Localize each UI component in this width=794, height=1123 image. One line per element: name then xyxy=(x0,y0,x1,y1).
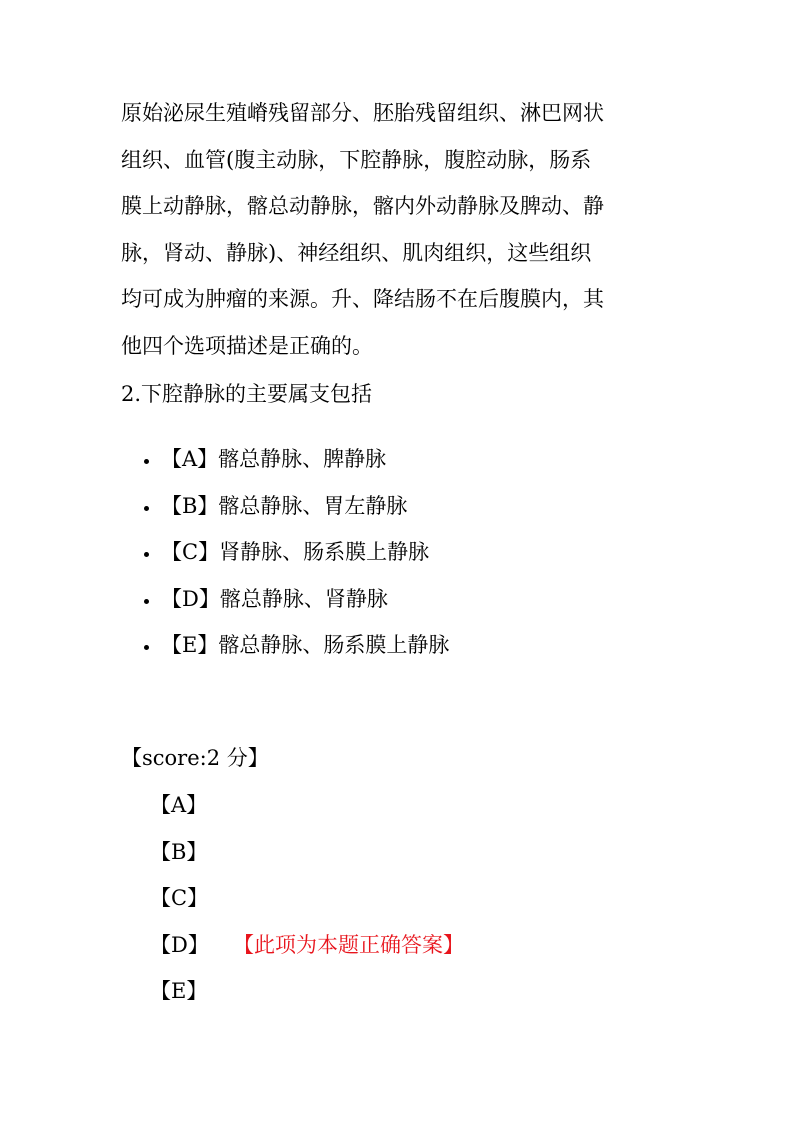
option-b xyxy=(140,483,449,530)
option-label: 【C】肾静脉、肠系膜上静脉 xyxy=(161,540,430,564)
bullet-icon xyxy=(144,645,149,650)
answer-e xyxy=(150,968,209,1015)
explanation-paragraph xyxy=(121,90,681,369)
bullet-icon xyxy=(144,599,149,604)
option-label: 【A】髂总静脉、脾静脉 xyxy=(161,447,387,471)
paragraph-line: 脉，肾动、静脉)、神经组织、肌肉组织，这些组织 xyxy=(121,240,592,265)
bullet-icon xyxy=(144,552,149,557)
answer-a xyxy=(150,782,209,829)
answer-list xyxy=(150,782,464,1015)
paragraph-line: 均可成为肿瘤的来源。升、降结肠不在后腹膜内，其 xyxy=(121,287,604,311)
answer-letter: 【E】 xyxy=(150,979,208,1003)
paragraph-line: 组织、血管(腹主动脉，下腔静脉，腹腔动脉，肠系 xyxy=(121,147,592,172)
question-text: 2.下腔静脉的主要属支包括 xyxy=(121,382,373,406)
correct-answer-note: 【此项为本题正确答案】 xyxy=(233,932,464,957)
option-label: 【D】髂总静脉、肾静脉 xyxy=(161,586,388,611)
options-list xyxy=(140,436,449,669)
answer-letter: 【C】 xyxy=(150,886,209,910)
option-label: 【E】髂总静脉、肠系膜上静脉 xyxy=(161,633,450,657)
option-c xyxy=(140,529,449,576)
answer-d xyxy=(150,922,464,969)
bullet-icon xyxy=(144,459,149,464)
paragraph-line: 他四个选项描述是正确的。 xyxy=(121,333,373,358)
answer-letter: 【A】 xyxy=(150,793,208,817)
option-a xyxy=(140,436,449,483)
paragraph-line: 原始泌尿生殖嵴残留部分、胚胎残留组织、淋巴网状 xyxy=(121,101,604,125)
option-d xyxy=(140,576,449,623)
bullet-icon xyxy=(144,506,149,511)
score-label: 【score:2 分】 xyxy=(121,746,269,770)
paragraph-line: 膜上动静脉，髂总动静脉，髂内外动静脉及脾动、静 xyxy=(121,194,604,218)
answer-b xyxy=(150,829,209,876)
answer-letter: 【D】 xyxy=(150,932,209,957)
answer-c xyxy=(150,875,209,922)
option-e xyxy=(140,622,449,669)
option-label: 【B】髂总静脉、胃左静脉 xyxy=(161,493,408,518)
answer-letter: 【B】 xyxy=(150,839,208,864)
